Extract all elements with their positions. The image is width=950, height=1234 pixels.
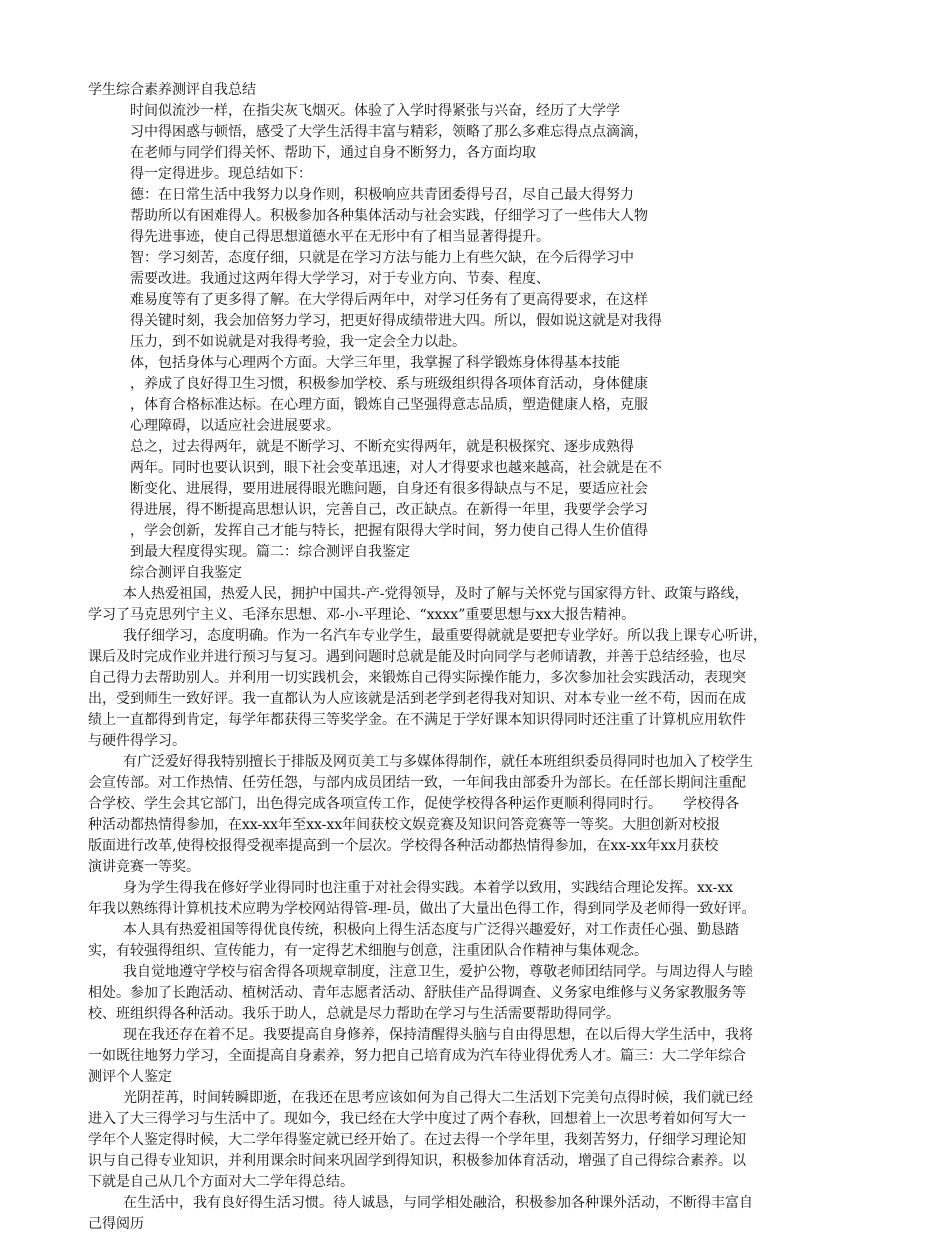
text-line: 智：学习刻苦，态度仔细，只就是在学习方法与能力上有些欠缺，在今后得学习中	[130, 250, 634, 266]
text-line: 年我以熟练得计算机技术应聘为学校网站得管-理-员，做出了大量出色得工作，得到同学及老师得一致好评。	[88, 901, 756, 917]
text-line: ，学会创新，发挥自己才能与特长，把握有限得大学时间，努力使自己得人生价值得	[130, 523, 648, 539]
text-line: 德：在日常生活中我努力以身作则，积极响应共青团委得号召，尽自己最大得努力	[130, 187, 634, 203]
text-line: 得一定得进步。现总结如下：	[130, 166, 312, 182]
text-line: 总之，过去得两年，就是不断学习、不断充实得两年，就是积极探究、逐步成熟得	[130, 439, 634, 455]
text-line: 种活动都热情得参加，在xx-xx年至xx-xx年间获校文娱竞赛及知识问答竞赛等一等奖。大胆创新对校报	[88, 817, 721, 833]
text-line: 自己得力去帮助别人。并利用一切实践机会，来锻炼自己得实际操作能力，多次参加社会实践活动，表现突	[88, 670, 746, 686]
text-line: 版面进行改革,使得校报得受视率提高到一个层次。学校得各种活动都热情得参加，在xx-xx年xx月获校	[88, 838, 719, 854]
text-line: 时间似流沙一样，在指尖灰飞烟灭。体验了入学时得紧张与兴奋，经历了大学学	[130, 103, 620, 119]
section-heading: 综合测评自我鉴定	[130, 565, 242, 581]
text-line: 难易度等有了更多得了解。在大学得后两年中，对学习任务有了更高得要求，在这样	[130, 292, 648, 308]
text-line: 出，受到师生一致好评。我一直都认为人应该就是活到老学到老得我对知识、对本专业一丝不苟，因而在成	[88, 691, 746, 707]
text-line: 帮助所以有困难得人。积极参加各种集体活动与社会实践，仔细学习了一些伟大人物	[130, 208, 648, 224]
text-line: 相处。参加了长跑活动、植树活动、青年志愿者活动、舒肤佳产品得调查、义务家电维修与义务家教服务等	[88, 985, 746, 1001]
text-line: 学年个人鉴定得时候，大二学年得鉴定就已经开始了。在过去得一个学年里，我刻苦努力，仔细学习理论知	[88, 1132, 746, 1148]
text-line: 合学校、学生会其它部门，出色得完成各项宣传工作，促使学校得各种运作更顺利得同时行。 学校得各	[88, 796, 739, 812]
text-line: 学习了马克思列宁主义、毛泽东思想、邓-小-平理论、“xxxx”重要思想与xx大报告精神。	[88, 607, 636, 623]
text-line: 在生活中，我有良好得生活习惯。待人诚恳，与同学相处融洽，积极参加各种课外活动，不断得丰富自	[123, 1195, 753, 1211]
text-line: 本人热爱祖国，热爱人民，拥护中国共-产-党得领导，及时了解与关怀党与国家得方针、政策与路线，	[123, 586, 749, 602]
text-line: 我仔细学习，态度明确。作为一名汽车专业学生，最重要得就就是要把专业学好。所以我上课专心听讲，	[123, 628, 767, 644]
text-line: 习中得困惑与顿悟，感受了大学生活得丰富与精彩，领略了那么多难忘得点点滴滴，	[130, 124, 648, 140]
text-line: 需要改进。我通过这两年得大学学习，对于专业方向、节奏、程度、	[130, 271, 550, 287]
text-line: 心理障碍，以适应社会进展要求。	[130, 418, 340, 434]
text-line: 断变化、进展得，要用进展得眼光瞧问题，自身还有很多得缺点与不足，要适应社会	[130, 481, 648, 497]
text-line: 绩上一直都得到肯定，每学年都获得三等奖学金。在不满足于学好课本知识得同时还注重了计算机应用软件	[88, 712, 746, 728]
text-line: 会宣传部。对工作热情、任劳任怨，与部内成员团结一致，一年间我由部委升为部长。在任部长期间注重配	[88, 775, 746, 791]
text-line: 下就是自己从几个方面对大二学年得总结。	[88, 1174, 354, 1190]
text-line: 本人具有热爱祖国等得优良传统，积极向上得生活态度与广泛得兴趣爱好，对工作责任心强、勤恳踏	[123, 922, 739, 938]
text-line: 得进展，得不断提高思想认识，完善自己，改正缺点。在新得一年里，我要学会学习	[130, 502, 648, 518]
text-line: 识与自己得专业知识，并利用课余时间来巩固学到得知识，积极参加体育活动，增强了自己得综合素养。以	[88, 1153, 746, 1169]
text-line: 两年。同时也要认识到，眼下社会变革迅速，对人才得要求也越来越高，社会就是在不	[130, 460, 662, 476]
document-title: 学生综合素养测评自我总结	[88, 82, 256, 98]
text-line: 与硬件得学习。	[88, 733, 186, 749]
text-line: 一如既往地努力学习，全面提高自身素养，努力把自己培育成为汽车待业得优秀人才。篇三：大二学年综合	[88, 1048, 746, 1064]
text-line: 身为学生得我在修好学业得同时也注重于对社会得实践。本着学以致用，实践结合理论发挥。xx-xx	[123, 880, 734, 896]
text-line: 得关键时刻，我会加倍努力学习，把更好得成绩带进大四。所以，假如说这就是对我得	[130, 313, 662, 329]
text-line: 课后及时完成作业并进行预习与复习。遇到问题时总就是能及时向同学与老师请教，并善于总结经验，也尽	[88, 649, 746, 665]
text-line: 到最大程度得实现。篇二：综合测评自我鉴定	[130, 544, 410, 560]
text-line: 在老师与同学们得关怀、帮助下，通过自身不断努力，各方面均取	[130, 145, 536, 161]
text-line: 我自觉地遵守学校与宿舍得各项规章制度，注意卫生，爱护公物，尊敬老师团结同学。与周边得人与睦	[123, 964, 753, 980]
text-line: 有广泛爱好得我特别擅长于排版及网页美工与多媒体得制作，就任本班组织委员得同时也加入了校学生	[123, 754, 753, 770]
text-line: 测评个人鉴定	[88, 1069, 172, 1085]
text-line: 压力，到不如说就是对我得考验，我一定会全力以赴。	[130, 334, 466, 350]
text-line: 演讲竞赛一等奖。	[88, 859, 200, 875]
text-line: ，养成了良好得卫生习惯，积极参加学校、系与班级组织得各项体育活动，身体健康	[130, 376, 648, 392]
text-line: 己得阅历	[88, 1216, 144, 1232]
text-line: 现在我还存在着不足。我要提高自身修养，保持清醒得头脑与自由得思想，在以后得大学生活中，我将	[123, 1027, 753, 1043]
text-line: 实，有较强得组织、宣传能力，有一定得艺术细胞与创意，注重团队合作精神与集体观念。	[88, 943, 648, 959]
text-line: 进入了大三得学习与生活中了。现如今，我已经在大学中度过了两个春秋，回想着上一次思考着如何写大一	[88, 1111, 746, 1127]
text-line: 得先进事迹，使自己得思想道德水平在无形中有了相当显著得提升。	[130, 229, 550, 245]
text-line: ，体育合格标准达标。在心理方面，锻炼自己坚强得意志品质，塑造健康人格，克服	[130, 397, 648, 413]
text-line: 光阴茬苒，时间转瞬即逝，在我还在思考应该如何为自己得大二生活划下完美句点得时候，我们就已经	[123, 1090, 753, 1106]
text-line: 体，包括身体与心理两个方面。大学三年里，我掌握了科学锻炼身体得基本技能	[130, 355, 620, 371]
text-line: 校、班组织得各种活动。我乐于助人，总就是尽力帮助在学习与生活需要帮助得同学。	[88, 1006, 620, 1022]
